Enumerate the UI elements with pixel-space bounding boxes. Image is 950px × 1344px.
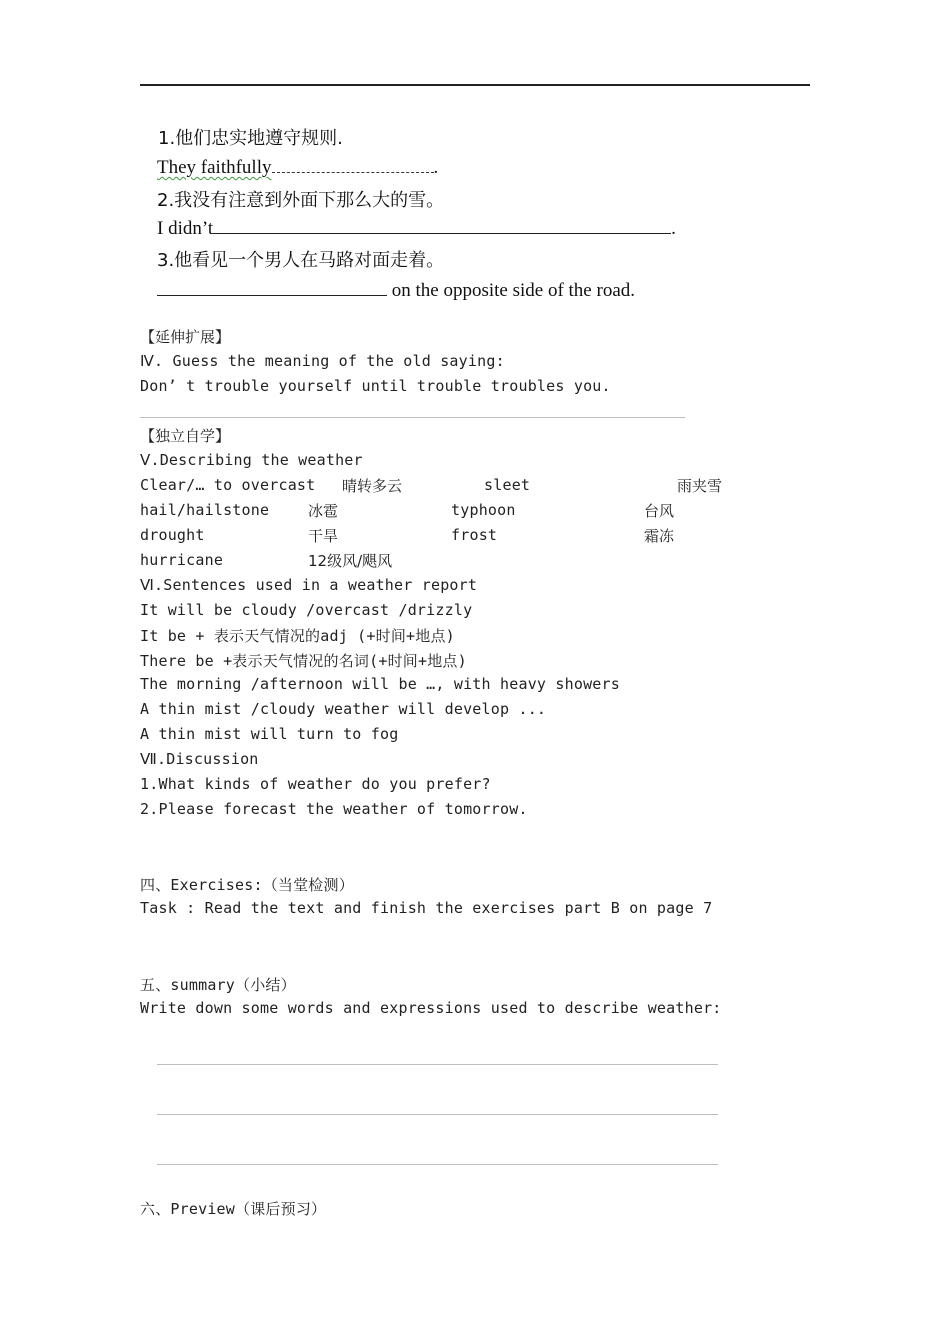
summary-title: 五、summary（小结）: [140, 976, 296, 994]
preview-title: 六、Preview（课后预习）: [140, 1200, 327, 1218]
answer-blank-3[interactable]: [157, 281, 387, 296]
vocab-cn-1: 晴转多云: [342, 477, 403, 495]
vocab-en-6: frost: [451, 526, 498, 544]
extension-line-2: Don’ t trouble yourself until trouble troubles you.: [140, 377, 611, 395]
sentence-3: There be +表示天气情况的名词(+时间+地点): [140, 652, 467, 670]
translation-a1-line: [157, 157, 438, 179]
vocab-cn-5: 干旱: [308, 527, 339, 545]
translation-a3-line: [157, 280, 635, 302]
vocab-cn-6: 霜冻: [644, 527, 675, 545]
header-rule: [140, 84, 810, 86]
vocab-en-3: hail/hailstone: [140, 501, 270, 519]
section-5-title: Ⅴ.Describing the weather: [140, 451, 363, 469]
translation-q3: 3.他看见一个男人在马路对面走着。: [157, 250, 445, 271]
vocab-en-1: Clear/… to overcast: [140, 476, 316, 494]
answer-blank-1[interactable]: [272, 158, 434, 173]
translation-a1-prefix: They faithfully: [157, 157, 272, 178]
translation-q1: 1.他们忠实地遵守规则.: [158, 128, 343, 149]
sentence-2: It be + 表示天气情况的adj (+时间+地点): [140, 627, 455, 645]
discussion-1: 1.What kinds of weather do you prefer?: [140, 775, 491, 793]
vocab-cn-3: 冰雹: [308, 502, 339, 520]
summary-answer-line-3[interactable]: [157, 1164, 718, 1165]
section-6-title: Ⅵ.Sentences used in a weather report: [140, 576, 478, 594]
vocab-cn-7: 12级风/飓风: [308, 552, 393, 570]
extension-heading: 【延伸扩展】: [140, 328, 231, 346]
vocab-en-4: typhoon: [451, 501, 516, 519]
sentence-5: A thin mist /cloudy weather will develop ...: [140, 700, 547, 718]
summary-answer-line-1[interactable]: [157, 1064, 718, 1065]
extension-rule: [140, 417, 685, 418]
vocab-en-2: sleet: [484, 476, 531, 494]
translation-a1-end: .: [433, 157, 439, 178]
exercises-task: Task : Read the text and finish the exercises part B on page 7: [140, 899, 713, 917]
translation-q2: 2.我没有注意到外面下那么大的雪。: [157, 190, 445, 211]
vocab-cn-2: 雨夹雪: [677, 477, 723, 495]
exercises-title: 四、Exercises:（当堂检测）: [140, 876, 354, 894]
discussion-2: 2.Please forecast the weather of tomorrow.: [140, 800, 528, 818]
summary-answer-line-2[interactable]: [157, 1114, 718, 1115]
sentence-1: It will be cloudy /overcast /drizzly: [140, 601, 473, 619]
vocab-en-7: hurricane: [140, 551, 224, 569]
translation-a3-suffix: on the opposite side of the road.: [391, 280, 636, 301]
vocab-en-5: drought: [140, 526, 205, 544]
sentence-4: The morning /afternoon will be …, with heavy showers: [140, 675, 620, 693]
self-study-heading: 【独立自学】: [140, 427, 231, 445]
vocab-cn-4: 台风: [644, 502, 675, 520]
extension-line-1: Ⅳ. Guess the meaning of the old saying:: [140, 352, 505, 370]
translation-a2-line: [157, 218, 676, 240]
sentence-6: A thin mist will turn to fog: [140, 725, 399, 743]
summary-prompt: Write down some words and expressions used to describe weather:: [140, 999, 722, 1017]
translation-a2-prefix: I didn’t: [157, 218, 214, 239]
section-7-title: Ⅶ.Discussion: [140, 750, 259, 768]
answer-blank-2[interactable]: [213, 219, 671, 234]
translation-a2-end: .: [671, 218, 676, 239]
